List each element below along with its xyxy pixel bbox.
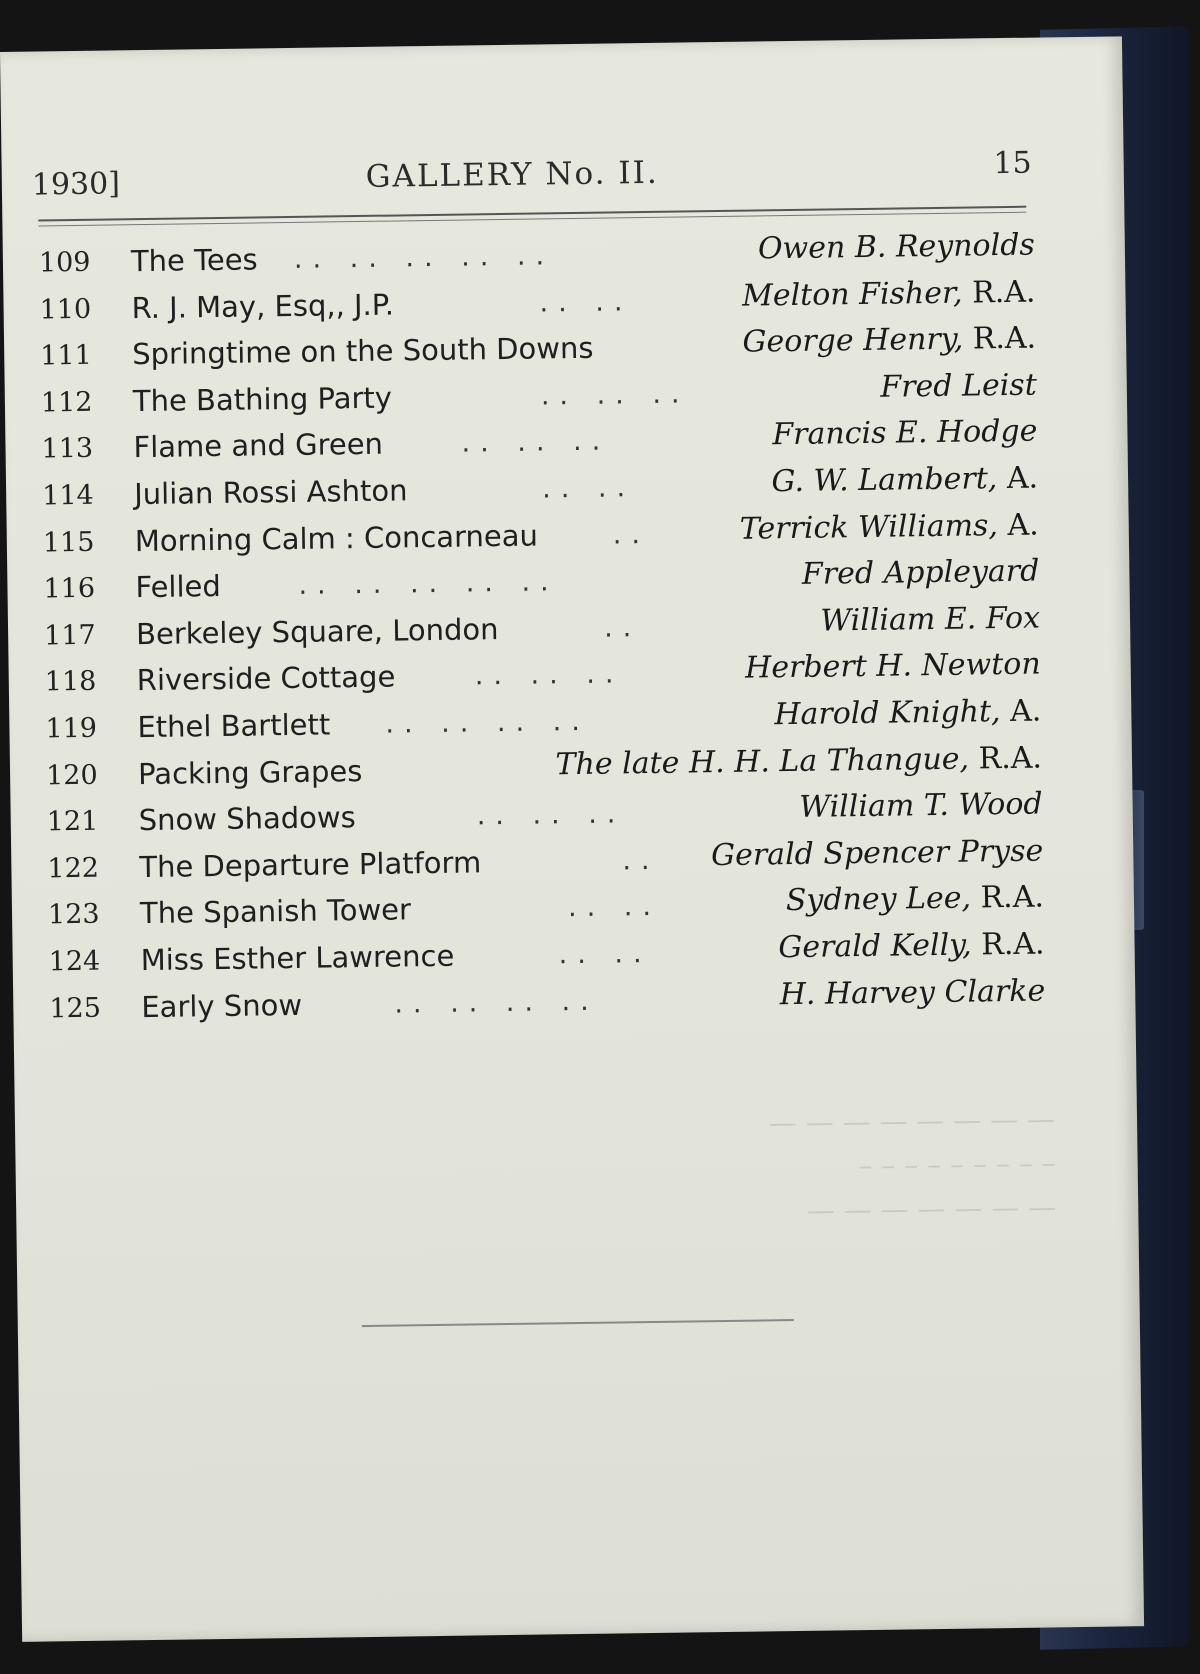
entry-artist (745, 647, 1041, 686)
artist-name: Gerald Kelly, (778, 927, 972, 966)
leader-dots: .. (612, 518, 651, 551)
entry-title: The Spanish Tower (139, 892, 412, 931)
entry-artist (820, 600, 1040, 638)
entry-number: 123 (47, 899, 100, 931)
entry-title: Julian Rossi Ashton (133, 473, 408, 512)
entry-number: 116 (43, 572, 96, 605)
artist-suffix: A. (997, 507, 1039, 543)
entry-title: Miss Esther Lawrence (140, 938, 455, 978)
header-title: GALLERY No. II. (365, 154, 659, 195)
artist-name: William T. Wood (799, 786, 1043, 826)
leader-dots: .. (603, 611, 642, 644)
artist-suffix: R.A. (962, 274, 1036, 311)
entry-artist (758, 228, 1035, 267)
entry-title: The Tees (130, 242, 258, 279)
artist-name: G. W. Lambert, (771, 461, 998, 500)
entry-number: 117 (43, 619, 96, 652)
leader-dots: .. .. .. .. .. (298, 566, 559, 602)
artist-name: William E. Fox (820, 600, 1041, 639)
entry-title: Ethel Bartlett (137, 707, 331, 745)
artist-name: The late H. H. La Thangue, (555, 741, 970, 782)
entry-artist (555, 740, 1042, 782)
entry-number: 124 (48, 945, 101, 978)
leader-dots: .. .. .. (474, 658, 624, 692)
entry-artist (711, 833, 1044, 873)
artist-name: H. Harvey Clarke (779, 972, 1046, 1012)
entry-artist (772, 414, 1038, 453)
entry-artist (740, 507, 1039, 546)
catalogue-list (39, 228, 1046, 1034)
leader-dots: .. .. .. .. (394, 985, 599, 1020)
leader-dots: .. .. .. (540, 378, 690, 412)
entry-number: 113 (41, 433, 94, 465)
leader-dots: .. .. .. (476, 798, 626, 832)
artist-suffix: R.A. (968, 740, 1043, 777)
artist-suffix: A. (997, 460, 1039, 497)
entry-number: 118 (44, 666, 97, 698)
artist-suffix: R.A. (970, 879, 1045, 916)
leader-dots: .. (622, 844, 660, 877)
entry-number: 111 (40, 339, 93, 372)
entry-artist (778, 926, 1045, 965)
entry-number: 112 (40, 386, 93, 419)
entry-number: 109 (38, 246, 91, 279)
leader-dots: .. .. (567, 891, 662, 924)
entry-number: 122 (47, 852, 100, 885)
entry-title: Berkeley Square, London (135, 611, 499, 651)
entry-title: Flame and Green (133, 427, 384, 465)
page-header (32, 146, 1033, 210)
leader-dots: .. .. .. (461, 425, 611, 459)
entry-title: The Departure Platform (139, 845, 482, 884)
entry-number: 125 (49, 992, 102, 1024)
leader-dots: .. .. (541, 472, 636, 505)
entry-artist (786, 880, 1045, 919)
entry-title: Felled (135, 569, 222, 605)
entry-number: 119 (45, 712, 98, 745)
entry-number: 115 (42, 526, 95, 559)
entry-title: Early Snow (141, 987, 303, 1024)
entry-artist (742, 321, 1036, 360)
artist-suffix: A. (1000, 693, 1042, 730)
entry-title: R. J. May, Esq,, J.P. (131, 287, 395, 325)
entry-title: The Bathing Party (132, 380, 393, 418)
entry-number: 121 (46, 805, 99, 838)
entry-artist (774, 693, 1041, 732)
entry-title: Springtime on the South Downs (131, 330, 594, 372)
entry-title: Packing Grapes (137, 753, 363, 791)
artist-suffix: R.A. (962, 320, 1037, 357)
entry-artist (771, 461, 1038, 500)
artist-name: Fred Appleyard (801, 553, 1040, 593)
entry-artist (742, 274, 1036, 313)
leader-dots: .. .. .. .. .. (293, 240, 555, 275)
bleed-through-text: — — — — — — — — – – – – – – – – – — — — — — — — (768, 1102, 1057, 1227)
artist-name: Herbert H. Newton (744, 646, 1041, 686)
leader-dots: .. .. .. .. (385, 705, 591, 740)
entry-artist (779, 973, 1045, 1012)
entry-number: 120 (45, 759, 98, 791)
leader-dots: .. .. (539, 285, 633, 319)
artist-name: George Henry, (742, 321, 964, 360)
entry-number: 114 (41, 479, 94, 512)
leader-dots: .. .. (558, 937, 652, 971)
entry-artist (799, 787, 1043, 825)
artist-name: Terrick Williams, (739, 507, 999, 547)
artist-name: Owen B. Reynolds (757, 227, 1036, 267)
catalogue-page (0, 36, 1144, 1642)
artist-name: Gerald Spencer Pryse (710, 833, 1044, 873)
artist-name: Harold Knight, (774, 694, 1001, 733)
header-year: 1930] (31, 166, 121, 203)
artist-name: Melton Fisher, (741, 275, 963, 314)
artist-name: Fred Leist (880, 367, 1037, 405)
artist-suffix: R.A. (971, 926, 1045, 963)
entry-artist (880, 367, 1037, 404)
entry-number: 110 (39, 293, 92, 326)
entry-artist (802, 554, 1040, 592)
entry-title: Snow Shadows (138, 800, 356, 838)
page-number: 15 (993, 145, 1032, 182)
artist-name: Francis E. Hodge (772, 413, 1038, 453)
artist-name: Sydney Lee, (785, 880, 972, 919)
entry-title: Riverside Cottage (136, 659, 396, 698)
entry-title: Morning Calm : Concarneau (134, 518, 539, 558)
